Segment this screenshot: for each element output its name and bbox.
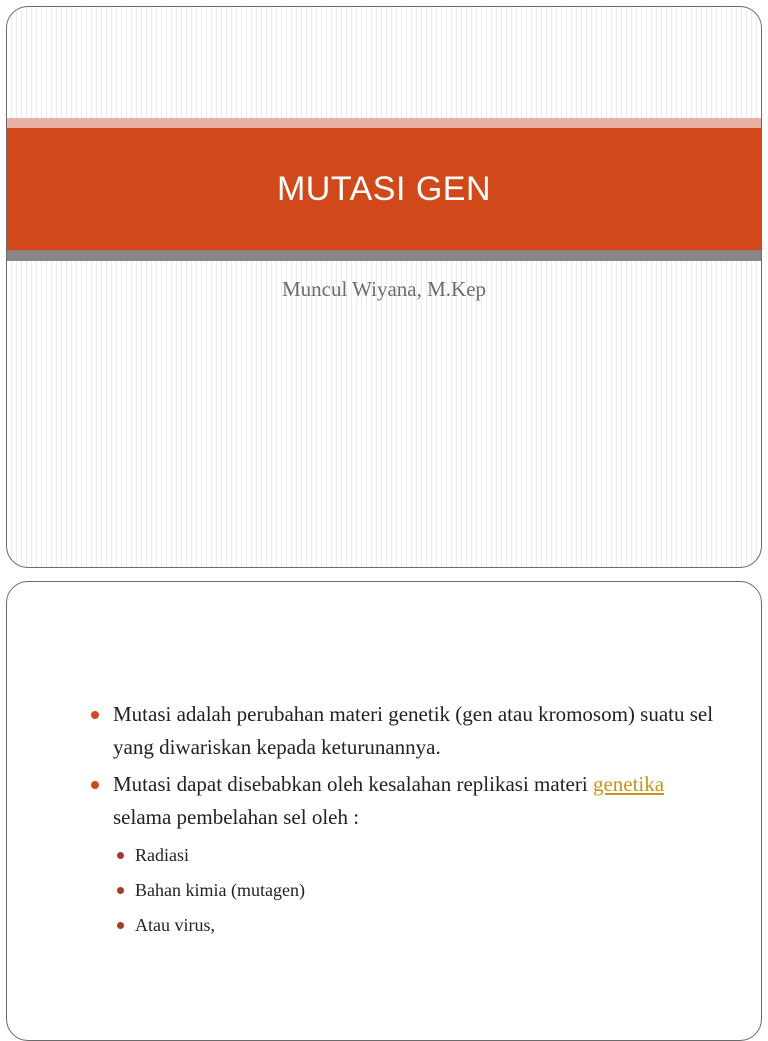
content-slide (6, 581, 762, 1041)
bullet-text-before: Mutasi dapat disebabkan oleh kesalahan replikasi materi (113, 772, 593, 796)
sub-bullet-virus: Atau virus, (113, 908, 727, 943)
genetika-link[interactable]: genetika (592, 772, 665, 796)
bullet-list (87, 698, 727, 947)
bullet-item-causes (87, 768, 727, 943)
sub-bullet-radiasi: Radiasi (113, 838, 727, 873)
slide-subtitle: Muncul Wiyana, M.Kep (281, 277, 487, 301)
bullet-item-definition (87, 698, 727, 764)
bullet-text: Mutasi adalah perubahan materi genetik (gen atau kromosom) suatu sel yang diwariskan kepada keturunannya. (113, 702, 714, 759)
title-band-bottom-stripe (7, 250, 761, 261)
slide-title: MUTASI GEN (276, 169, 492, 208)
sub-bullet-bahan-kimia: Bahan kimia (mutagen) (113, 873, 727, 908)
title-slide (6, 6, 762, 568)
title-band (7, 128, 761, 250)
sub-bullet-list (113, 838, 727, 943)
bullet-text-after: selama pembelahan sel oleh : (113, 805, 360, 829)
title-band-top-stripe (7, 118, 761, 128)
